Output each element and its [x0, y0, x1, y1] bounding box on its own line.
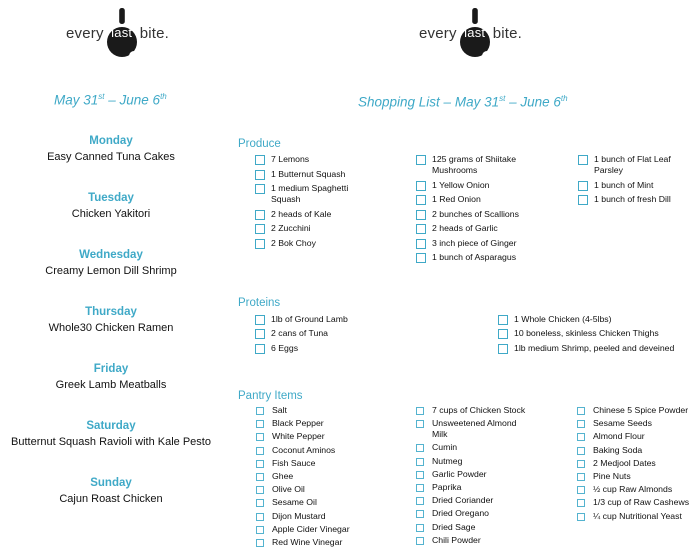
skillet-icon: [460, 8, 490, 58]
day-monday: [0, 135, 222, 163]
item-text: 1lb medium Shrimp, peeled and deveined: [514, 342, 675, 353]
checkbox[interactable]: [416, 195, 426, 205]
checkbox[interactable]: [416, 458, 424, 466]
checkbox[interactable]: [416, 181, 426, 191]
date-text: – June 6: [505, 94, 561, 110]
checkbox[interactable]: [255, 224, 265, 234]
section-proteins-title: Proteins: [238, 297, 281, 309]
checkbox[interactable]: [416, 155, 426, 165]
item-text: 1 bunch of Flat Leaf Parsley: [594, 154, 671, 175]
date-text: – June 6: [104, 92, 161, 108]
day-tuesday: [0, 192, 222, 220]
proteins-column-1: [255, 314, 415, 357]
item-text: 1 Red Onion: [432, 194, 481, 204]
day-name: Saturday: [86, 420, 136, 432]
checkbox[interactable]: [256, 473, 264, 481]
item-text: Baking Soda: [593, 444, 643, 455]
item-text: 2 Bok Choy: [271, 237, 316, 248]
item-text: Fish Sauce: [272, 457, 316, 468]
checkbox[interactable]: [416, 497, 424, 505]
item-text: 125 grams of Shiitake Mushrooms: [432, 154, 517, 175]
list-item: [256, 524, 386, 535]
item-text: 1lb of Ground Lamb: [271, 314, 348, 324]
date-text: May 31: [54, 92, 99, 108]
day-thursday: [0, 306, 222, 334]
list-item: [577, 418, 695, 429]
day-name: Tuesday: [88, 192, 134, 204]
checkbox[interactable]: [256, 420, 264, 428]
item-text: Black Pepper: [272, 418, 324, 429]
checkbox[interactable]: [416, 420, 424, 428]
item-text: 1 bunch of Asparagus: [432, 252, 517, 262]
item-text: 1 Butternut Squash: [271, 168, 346, 179]
checkbox[interactable]: [416, 253, 426, 263]
list-item: [577, 471, 695, 482]
checkbox[interactable]: [577, 473, 585, 481]
list-item: [256, 484, 386, 495]
checkbox[interactable]: [577, 486, 585, 494]
list-item: [416, 469, 528, 480]
list-item: [416, 442, 528, 453]
day-name: Sunday: [90, 477, 132, 489]
list-item: [255, 328, 415, 339]
list-item: [416, 508, 528, 519]
checkbox[interactable]: [578, 181, 588, 191]
checkbox[interactable]: [578, 195, 588, 205]
list-item: [416, 223, 538, 234]
checkbox[interactable]: [255, 344, 265, 354]
item-text: 10 boneless, skinless Chicken Thighs: [514, 328, 659, 339]
item-text: ¼ cup Nutritional Yeast: [593, 510, 682, 521]
checkbox[interactable]: [577, 460, 585, 468]
section-produce-title: Produce: [238, 138, 281, 150]
date-suffix: th: [160, 92, 167, 101]
produce-column-1: [255, 154, 365, 252]
checkbox[interactable]: [416, 407, 424, 415]
item-text: Paprika: [432, 481, 462, 492]
list-item: [577, 458, 695, 469]
meal-name: Greek Lamb Meatballs: [55, 379, 167, 391]
item-text: Nutmeg: [432, 455, 463, 466]
checkbox[interactable]: [577, 407, 585, 415]
logo-word: every: [66, 24, 104, 42]
list-item: [256, 458, 386, 469]
list-item: [256, 445, 386, 456]
checkbox[interactable]: [256, 433, 264, 441]
checkbox[interactable]: [255, 155, 265, 165]
meal-name: Easy Canned Tuna Cakes: [47, 151, 175, 163]
checkbox[interactable]: [578, 155, 588, 165]
checkbox[interactable]: [256, 499, 264, 507]
checkbox[interactable]: [256, 447, 264, 455]
item-text: 1 Whole Chicken (4-5lbs): [514, 314, 612, 324]
meal-name: Creamy Lemon Dill Shrimp: [45, 265, 177, 277]
list-item: [498, 328, 698, 339]
checkbox[interactable]: [498, 329, 508, 339]
day-name: Monday: [89, 135, 133, 147]
logo-word: bite.: [492, 24, 523, 42]
checkbox[interactable]: [255, 329, 265, 339]
list-item: [255, 209, 365, 220]
list-item: [255, 314, 415, 325]
checkbox[interactable]: [577, 433, 585, 441]
list-item: [255, 343, 415, 354]
item-text: ½ cup Raw Almonds: [593, 484, 673, 495]
checkbox[interactable]: [416, 537, 424, 545]
meal-name: Chicken Yakitori: [71, 208, 151, 220]
item-text: Sesame Oil: [272, 497, 317, 508]
checkbox[interactable]: [416, 471, 424, 479]
logo-word-middle: last: [111, 25, 133, 40]
date-suffix: th: [560, 94, 568, 103]
item-text: Unsweetened Almond Milk: [432, 418, 517, 440]
checkbox[interactable]: [416, 444, 424, 452]
day-friday: [0, 363, 222, 391]
section-pantry-title: Pantry Items: [238, 390, 303, 402]
checkbox[interactable]: [255, 239, 265, 249]
item-text: 1 bunch of fresh Dill: [594, 194, 671, 204]
list-item: [416, 252, 538, 263]
date-suffix: st: [98, 92, 105, 101]
item-text: 2 bunches of Scallions: [432, 208, 519, 219]
item-text: Dijon Mustard: [272, 510, 326, 521]
list-item: [255, 183, 365, 205]
list-item: [416, 522, 528, 533]
item-text: 7 Lemons: [271, 154, 310, 164]
checkbox[interactable]: [255, 170, 265, 180]
item-text: 1/3 cup of Raw Cashews: [593, 497, 690, 508]
checkbox[interactable]: [577, 420, 585, 428]
list-item: [256, 431, 386, 442]
list-item: [256, 471, 386, 482]
item-text: 2 Zucchini: [271, 223, 311, 233]
item-text: Red Wine Vinegar: [272, 536, 343, 547]
list-item: [256, 418, 386, 429]
item-text: Chili Powder: [432, 534, 481, 545]
item-text: Salt: [272, 405, 287, 415]
checkbox[interactable]: [416, 510, 424, 518]
item-text: Garlic Powder: [432, 468, 487, 479]
item-text: 2 Medjool Dates: [593, 457, 656, 468]
menu-date-range: [54, 92, 167, 108]
checkbox[interactable]: [256, 526, 264, 534]
checkbox[interactable]: [577, 513, 585, 521]
list-item: [578, 180, 688, 191]
list-item: [578, 154, 688, 176]
item-text: Apple Cider Vinegar: [272, 523, 350, 534]
item-text: Almond Flour: [593, 431, 645, 442]
meal-name: Butternut Squash Ravioli with Kale Pesto: [11, 436, 211, 448]
list-item: [416, 535, 528, 546]
item-text: Sesame Seeds: [593, 418, 652, 429]
list-item: [416, 154, 538, 176]
list-item: [498, 314, 698, 325]
day-saturday: [0, 420, 222, 448]
checkbox[interactable]: [256, 513, 264, 521]
item-text: 2 heads of Garlic: [432, 223, 498, 233]
item-text: Olive Oil: [272, 484, 305, 495]
list-item: [256, 497, 386, 508]
list-item: [577, 511, 695, 522]
pantry-column-1: [256, 405, 386, 550]
checkbox[interactable]: [256, 460, 264, 468]
list-item: [577, 431, 695, 442]
checkbox[interactable]: [416, 524, 424, 532]
item-text: Ghee: [272, 470, 294, 481]
day-name: Wednesday: [79, 249, 143, 261]
list-item: [416, 194, 538, 205]
list-item: [416, 180, 538, 191]
list-item: [416, 495, 528, 506]
item-text: 2 heads of Kale: [271, 208, 332, 219]
checkbox[interactable]: [416, 239, 426, 249]
list-item: [416, 238, 538, 249]
shopping-list-title: [358, 94, 568, 110]
list-item: [256, 537, 386, 548]
list-item: [577, 484, 695, 495]
checkbox[interactable]: [416, 484, 424, 492]
produce-column-2: [416, 154, 538, 267]
list-item: [255, 223, 365, 234]
checkbox[interactable]: [577, 499, 585, 507]
item-text: Cumin: [432, 442, 458, 453]
item-text: 2 cans of Tuna: [271, 328, 328, 339]
date-text: Shopping List – May 31: [358, 94, 500, 110]
checkbox[interactable]: [255, 210, 265, 220]
list-item: [416, 405, 528, 416]
item-text: 1 Yellow Onion: [432, 179, 490, 190]
checkbox[interactable]: [498, 315, 508, 325]
day-sunday: [0, 477, 222, 505]
list-item: [577, 405, 695, 416]
proteins-column-2: [498, 314, 698, 357]
list-item: [416, 418, 528, 440]
day-name: Thursday: [85, 306, 137, 318]
meal-name: Whole30 Chicken Ramen: [48, 322, 174, 334]
list-item: [416, 482, 528, 493]
list-item: [255, 238, 365, 249]
list-item: [578, 194, 688, 205]
list-item: [255, 154, 365, 165]
list-item: [256, 405, 386, 416]
list-item: [255, 169, 365, 180]
item-text: 3 inch piece of Ginger: [432, 237, 517, 248]
item-text: 1 bunch of Mint: [594, 179, 654, 190]
checkbox[interactable]: [416, 224, 426, 234]
day-wednesday: [0, 249, 222, 277]
brand-logo-right: [419, 18, 522, 48]
checkbox[interactable]: [577, 447, 585, 455]
checkbox[interactable]: [256, 407, 264, 415]
logo-word: bite.: [139, 24, 170, 42]
checkbox[interactable]: [255, 184, 265, 194]
checkbox[interactable]: [256, 486, 264, 494]
skillet-icon: [107, 8, 137, 58]
date-suffix: st: [499, 94, 506, 103]
item-text: Dried Coriander: [432, 495, 494, 506]
item-text: Pine Nuts: [593, 470, 631, 481]
logo-word-middle: last: [464, 25, 486, 40]
item-text: Dried Oregano: [432, 508, 489, 519]
checkbox[interactable]: [256, 539, 264, 547]
list-item: [577, 497, 695, 508]
item-text: Coconut Aminos: [272, 444, 336, 455]
checkbox[interactable]: [498, 344, 508, 354]
checkbox[interactable]: [255, 315, 265, 325]
checkbox[interactable]: [416, 210, 426, 220]
item-text: 6 Eggs: [271, 342, 299, 353]
pantry-column-2: [416, 405, 528, 548]
logo-word: every: [419, 24, 457, 42]
brand-logo-left: [66, 18, 169, 48]
item-text: 1 medium Spaghetti Squash: [271, 183, 349, 204]
list-item: [416, 209, 538, 220]
item-text: Dried Sage: [432, 521, 476, 532]
item-text: Chinese 5 Spice Powder: [593, 405, 689, 415]
list-item: [577, 445, 695, 456]
meal-name: Cajun Roast Chicken: [59, 493, 163, 505]
list-item: [416, 456, 528, 467]
pantry-column-3: [577, 405, 695, 524]
list-item: [256, 511, 386, 522]
list-item: [498, 343, 698, 354]
produce-column-3: [578, 154, 688, 209]
item-text: White Pepper: [272, 431, 325, 442]
item-text: 7 cups of Chicken Stock: [432, 405, 526, 415]
day-name: Friday: [93, 363, 129, 375]
